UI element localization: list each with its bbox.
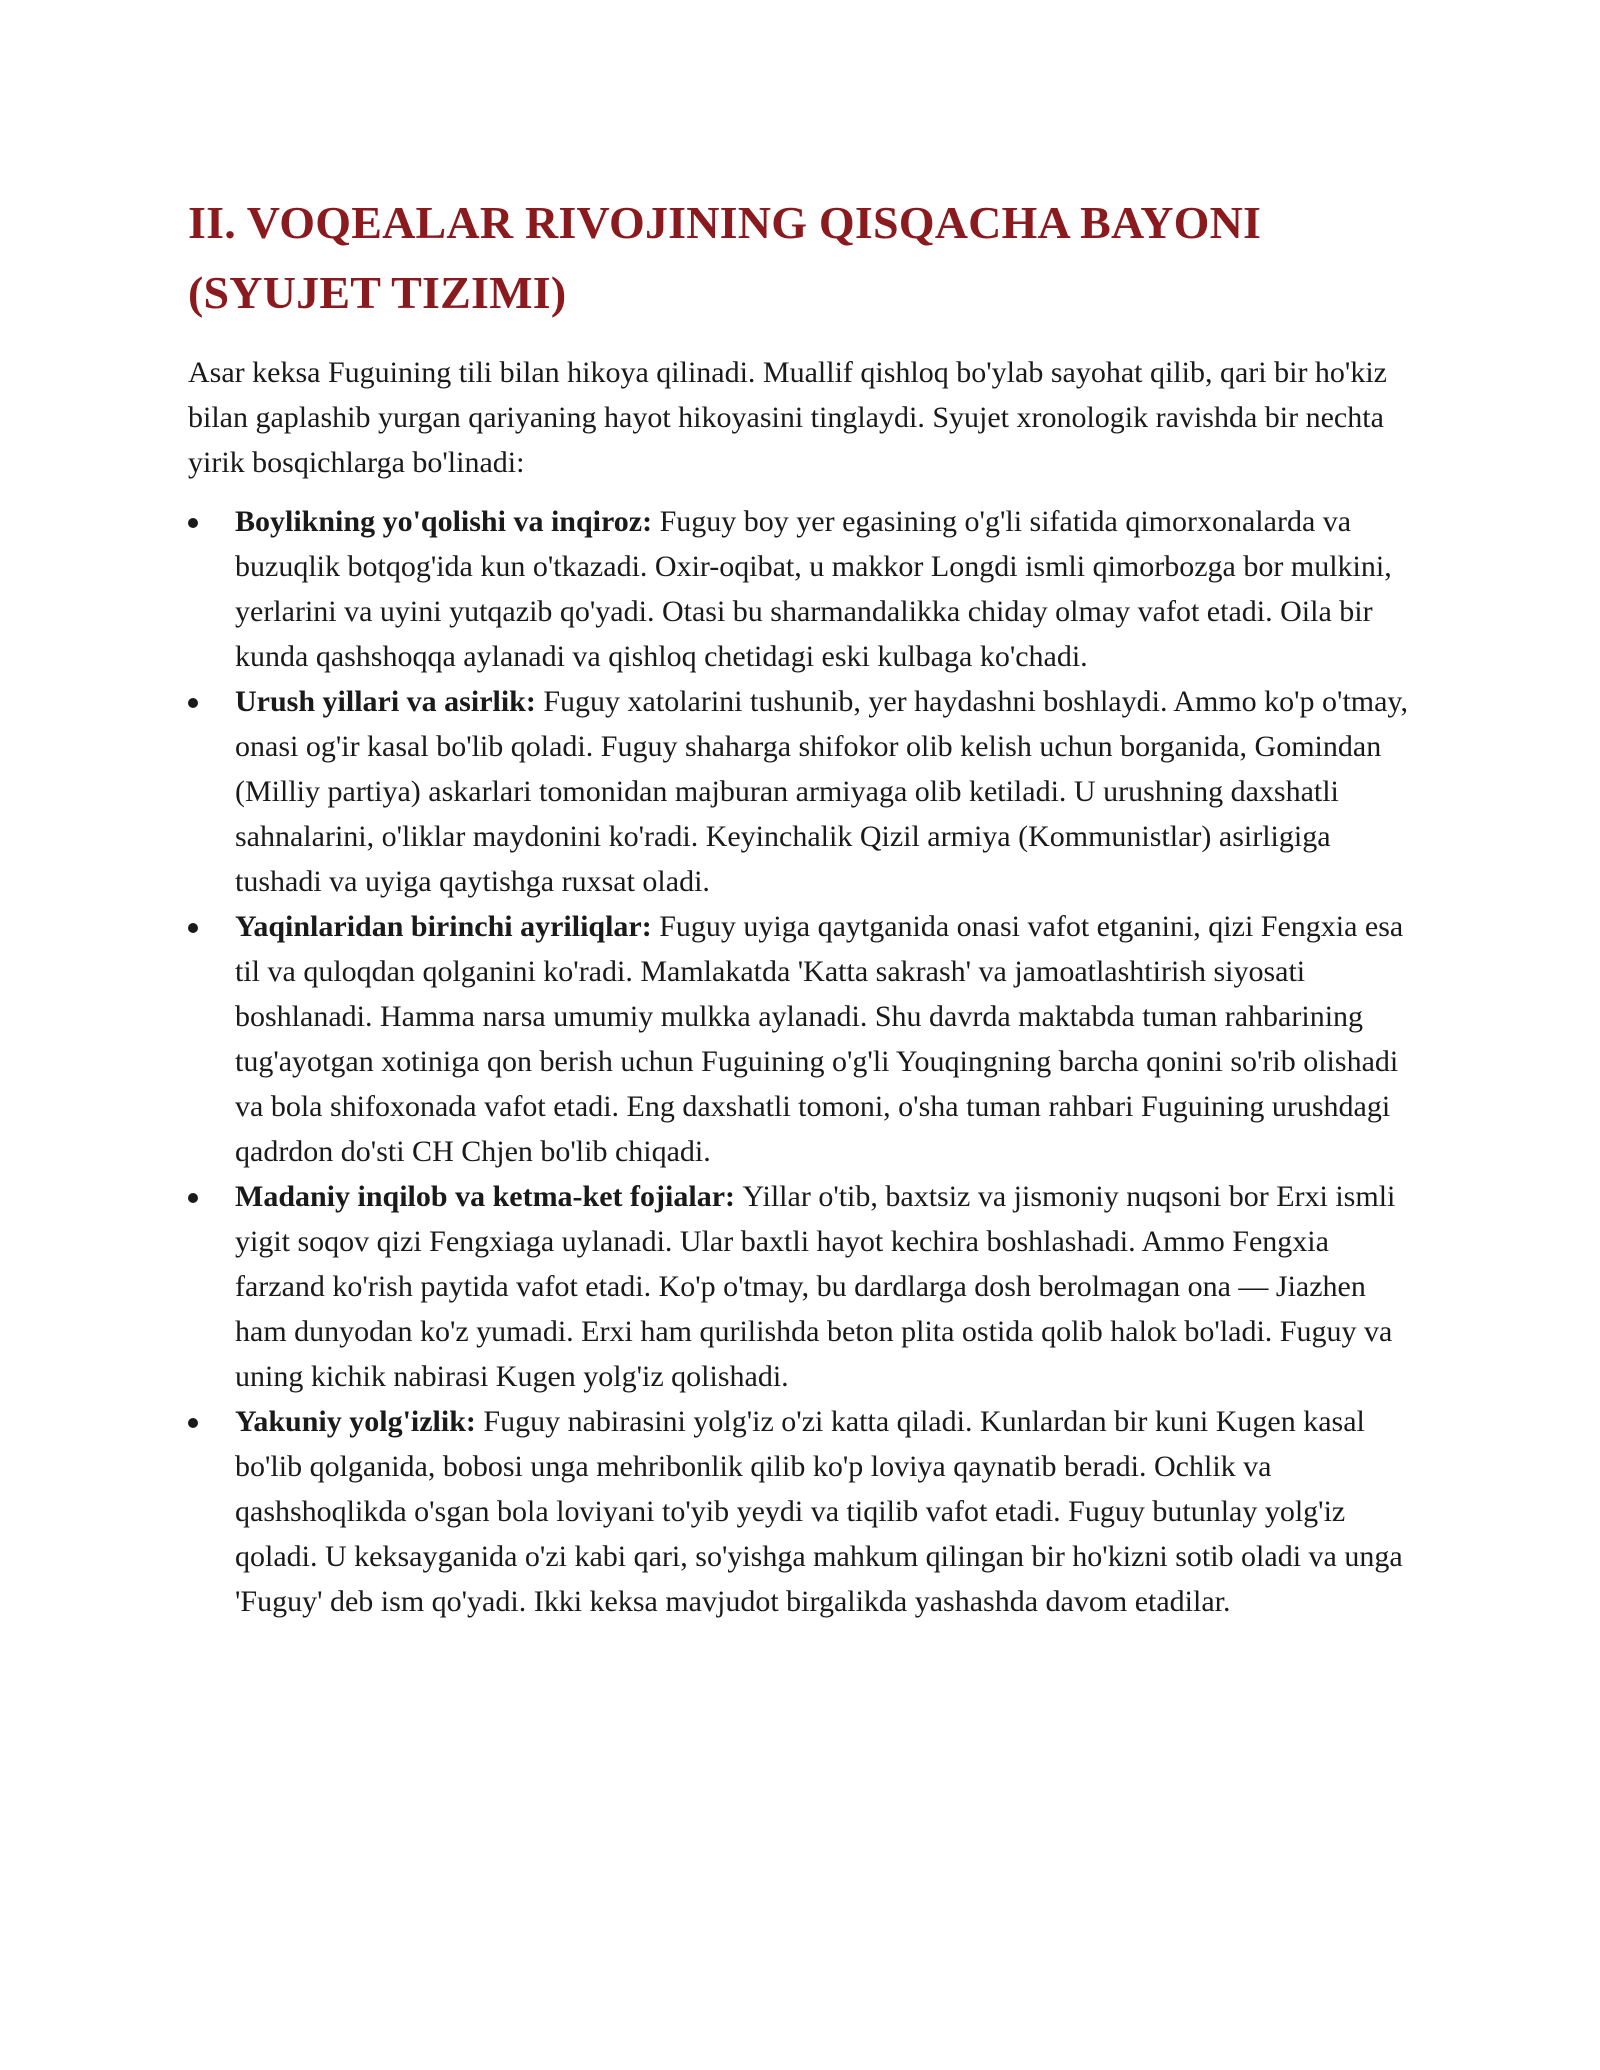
- intro-paragraph: Asar keksa Fuguining tili bilan hikoya qilinadi. Muallif qishloq bo'ylab sayohat qilib, qari bir ho'kiz bilan gaplashib yurgan qariyaning hayot hikoyasini tinglaydi. Syujet xronologik ravishda bir nechta yirik bosqichlarga bo'linadi:: [188, 356, 1387, 479]
- section-title: II. VOQEALAR RIVOJINING QISQACHA BAYONI (SYUJET TIZIMI): [188, 197, 1262, 318]
- list-item-text: Fuguy nabirasini yolg'iz o'zi katta qiladi. Kunlardan bir kuni Kugen kasal bo'lib qolganida, bobosi unga mehribonlik qilib ko'p loviya qaynatib beradi. Ochlik va qashshoqlikda o'sgan bola loviyani to'yib yeydi va tiqilib vafot etadi. Fuguy butunlay yolg'iz qoladi. U keksayganida o'zi kabi qari, so'yishga mahkum qilingan bir ho'kizni sotib oladi va unga 'Fuguy' deb ism qo'yadi. Ikki keksa mavjudot birgalikda yashashda davom etadilar.: [235, 1405, 1403, 1618]
- list-item-heading: Urush yillari va asirlik:: [235, 685, 544, 718]
- list-item-text: Fuguy boy yer egasining o'g'li sifatida qimorxonalarda va buzuqlik botqog'ida kun o'tkazadi. Oxir-oqibat, u makkor Longdi ismli qimorbozga bor mulkini, yerlarini va uyini yutqazib qo'yadi. Otasi bu sharmandalikka chiday olmay vafot etadi. Oila bir kunda qashshoqqa aylanadi va qishloq chetidagi eski kulbaga ko'chadi.: [235, 505, 1392, 673]
- list-item: [188, 499, 1418, 679]
- list-item-heading: Yaqinlaridan birinchi ayriliqlar:: [235, 910, 660, 943]
- bullet-icon: [188, 698, 198, 708]
- list-item-heading: Boylikning yo'qolishi va inqiroz:: [235, 505, 660, 538]
- bullet-icon: [188, 1193, 198, 1203]
- document-page: [188, 188, 1418, 1624]
- list-item: [188, 1174, 1418, 1399]
- plot-stages-list: [188, 499, 1418, 1624]
- list-item: [188, 679, 1418, 904]
- list-item: [188, 904, 1418, 1174]
- bullet-icon: [188, 518, 198, 528]
- bullet-icon: [188, 923, 198, 933]
- list-item-text: Yillar o'tib, baxtsiz va jismoniy nuqsoni bor Erxi ismli yigit soqov qizi Fengxiaga uylanadi. Ular baxtli hayot kechira boshlashadi. Ammo Fengxia farzand ko'rish paytida vafot etadi. Ko'p o'tmay, bu dardlarga dosh berolmagan ona — Jiazhen ham dunyodan ko'z yumadi. Erxi ham qurilishda beton plita ostida qolib halok bo'ladi. Fuguy va uning kichik nabirasi Kugen yolg'iz qolishadi.: [235, 1180, 1396, 1393]
- bullet-icon: [188, 1418, 198, 1428]
- list-item-text: Fuguy xatolarini tushunib, yer haydashni boshlaydi. Ammo ko'p o'tmay, onasi og'ir kasal bo'lib qoladi. Fuguy shaharga shifokor olib kelish uchun borganida, Gomindan (Milliy partiya) askarlari tomonidan majburan armiyaga olib ketiladi. U urushning daxshatli sahnalarini, o'liklar maydonini ko'radi. Keyinchalik Qizil armiya (Kommunistlar) asirligiga tushadi va uyiga qaytishga ruxsat oladi.: [235, 685, 1408, 898]
- list-item-text: Fuguy uyiga qaytganida onasi vafot etganini, qizi Fengxia esa til va quloqdan qolganini ko'radi. Mamlakatda 'Katta sakrash' va jamoatlashtirish siyosati boshlanadi. Hamma narsa umumiy mulkka aylanadi. Shu davrda maktabda tuman rahbarining tug'ayotgan xotiniga qon berish uchun Fuguining o'g'li Youqingning barcha qonini so'rib olishadi va bola shifoxonada vafot etadi. Eng daxshatli tomoni, o'sha tuman rahbari Fuguining urushdagi qadrdon do'sti CH Chjen bo'lib chiqadi.: [235, 910, 1404, 1168]
- list-item-heading: Yakuniy yolg'izlik:: [235, 1405, 484, 1438]
- list-item-heading: Madaniy inqilob va ketma-ket fojialar:: [235, 1180, 743, 1213]
- list-item: [188, 1399, 1418, 1624]
